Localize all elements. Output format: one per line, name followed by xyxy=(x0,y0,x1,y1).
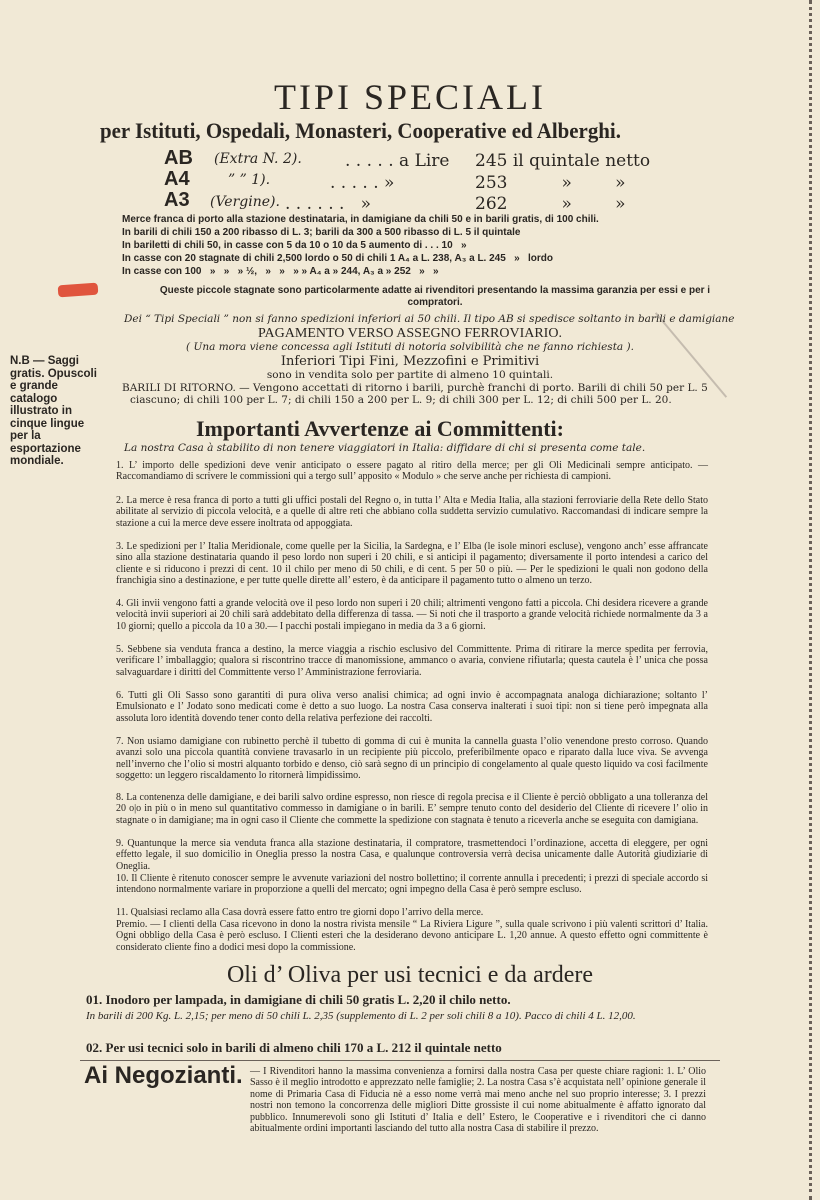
grade-note: ” ” 1). xyxy=(228,172,271,188)
inferiori-note: sono in vendita solo per partite di almeno 10 quintali. xyxy=(266,369,554,381)
avvertenza-4: 4. Gli invii vengono fatti a grande velocità ove il peso lordo non superi i 20 chili; altrimenti vengono fatti a piccola. Chi desidera ricevere a grande velocità invii superiori ai 20 chili sarà addebitato della differenza di tassa. — Si noti che il trasporto a grande velocità richiede normalmente da 3 a 10 giorni; quello a piccola da 10 a 30.— I pacchi postali impiegano in media da 3 a 6 giorni. xyxy=(116,598,708,632)
avvertenza-11: 11. Qualsiasi reclamo alla Casa dovrà essere fatto entro tre giorni dopo l’arrivo della merce. xyxy=(116,907,484,918)
avvertenza-5: 5. Sebbene sia venduta franca a destino, la merce viaggia a rischio esclusivo del Committente. Prima di ritirare la merce spedita per ferrovia, verificare l’ imballaggio; qualora si riscontrino tracce di manomissione, ammanco o avaria, conviene rifiutarla; questa cautela è l’ unica che possa salvaguardare i diritti del Committente verso l’ Amministrazione ferroviaria. xyxy=(116,644,708,678)
oli-title: Oli d’ Oliva per usi tecnici e da ardere xyxy=(226,962,594,988)
oli-01: 01. Inodoro per lampada, in damigiane di chili 50 gratis L. 2,20 il chilo netto. xyxy=(86,992,511,1007)
payment-note: ( Una mora viene concessa agli Istituti di notoria solvibilità che ne fanno richiesta ). xyxy=(186,341,634,353)
avvertenza-3: 3. Le spedizioni per l’ Italia Meridionale, come quelle per la Sicilia, la Sardegna, e l’ Elba (le isole minori escluse), vengono anch’ esse affrancate sino alla stazione destinataria quando il peso lordo non superi i 20 chili, e si anticipi il pagamento; diversamente il porto intendesi a carico del cliente e si riducono i prezzi di cent. 10 il chilo per meno di 50 chili, e di cent. 5 per 50 o più. — Per le spedizioni le quali non godono della franchigia sino a destinazione, e per tutte quelle dirette all’ estero, è da anticipare il pagamento tutto o almeno un terzo. xyxy=(116,541,708,587)
premio: Premio. — I clienti della Casa ricevono in dono la nostra rivista mensile “ La Riviera Ligure ”, sulla quale scrivono i più valenti scrittori d’ Italia. Ogni obbligo della Casa è però escluso. I Clienti esteri che la desiderano devono anticipare L. 1,20 annue. A questo effetto ogni committente è considerato cliente fino a dodici mesi dopo la commissione. xyxy=(116,919,708,953)
avvertenza-6: 6. Tutti gli Oli Sasso sono garantiti di pura oliva verso analisi chimica; ad ogni invio è accompagnata analoga dichiarazione; soltanto l’ Emulsionato e l’ Jodato sono medicati come è detto a suo luogo. La nostra Casa conserva inalterati i suoi tipi: non si tiene però impegnata alla assoluta loro identità dovendo tener conto della relativa perfezione dei raccolti. xyxy=(116,690,708,724)
grade-code: A3 xyxy=(164,189,190,211)
avvertenze-subtitle: La nostra Casa à stabilito di non tenere viaggiatori in Italia: diffidare di chi si presenta come tale. xyxy=(124,442,646,454)
terms-line: In barili di chili 150 a 200 ribasso di L. 3; barili da 300 a 500 ribasso di L. 5 il quintale xyxy=(122,227,521,238)
perforated-edge xyxy=(809,0,812,1200)
grade-price: 245 il quintale netto xyxy=(475,151,651,171)
oli-01-detail: In barili di 200 Kg. L. 2,15; per meno di 50 chili L. 2,35 (supplemento di L. 2 per soli chili 8 a 10). Pacco di chili 4 L. 12,00. xyxy=(86,1010,636,1022)
grade-code: A4 xyxy=(164,168,190,190)
red-stamp xyxy=(58,283,99,298)
avvertenze-title: Importanti Avvertenze ai Committenti: xyxy=(196,416,564,441)
avvertenza-7: 7. Non usiamo damigiane con rubinetto perchè il tubetto di gomma di cui è munita la cannella guasta l’olio venendone presto corroso. Quando avanzi solo una piccola quantità conviene travasarlo in un recipiente più piccolo, preferibilmente opaco e riparato dalla luce viva. Se avvenga nell’inverno che l’olio si mostri alquanto torbido e denso, ciò sarà segno di un principio di congelamento al quale questo liquido va così facilmente soggetto: un leggero riscaldamento lo ritornerà limpidissimo. xyxy=(116,736,708,782)
grade-dots: . . . . . . » xyxy=(285,194,372,214)
avvertenza-8: 8. La contenenza delle damigiane, e dei barili salvo ordine espresso, non riesce di regola precisa e il Cliente è perciò obbligato a una tolleranza del 20 o|o in più o in meno sul quantitativo commesso in damigiane o in barili. E’ sempre tenuto conto del desiderio del Cliente di ricevere l’ olio in stagnate o in damigiane; ma in ogni caso il Cliente che commette la spedizione con stagnata è tenuto a riceverla anche se eseguita con damigiana. xyxy=(116,792,708,826)
page-subtitle: per Istituti, Ospedali, Monasteri, Cooperative ed Alberghi. xyxy=(100,118,621,143)
stagnate-note: Queste piccole stagnate sono particolarmente adatte ai rivenditori presentando la massima garanzia per essi e per i compratori. xyxy=(159,285,711,308)
barili-line: BARILI DI RITORNO. — Vengono accettati di ritorno i barili, purchè franchi di porto. Barili di chili 50 per L. 5 xyxy=(122,382,708,394)
page-title: TIPI SPECIALI xyxy=(274,77,546,117)
grade-dots: . . . . . a Lire xyxy=(345,151,450,171)
tipi-note: Dei “ Tipi Speciali ” non si fanno spedizioni inferiori ai 50 chili. Il tipo AB si spedisce soltanto in barili e damigiane xyxy=(124,313,735,325)
negozianti-title: Ai Negozianti. xyxy=(84,1062,243,1089)
payment-heading: PAGAMENTO VERSO ASSEGNO FERROVIARIO. xyxy=(258,326,562,341)
inferiori-heading: Inferiori Tipi Fini, Mezzofini e Primitivi xyxy=(280,354,540,369)
grade-code: AB xyxy=(164,147,193,169)
oli-02: 02. Per usi tecnici solo in barili di almeno chili 170 a L. 212 il quintale netto xyxy=(86,1040,502,1055)
avvertenza-10: 10. Il Cliente è ritenuto conoscer sempre le avvenute variazioni del nostro bollettino; il corrente annulla i precedenti; i prezzi di speciale accordo si intendono normalmente variare in proporzione a quelli del mercato; ogni impegno della Casa è però sempre escluso. xyxy=(116,873,708,896)
terms-line: In bariletti di chili 50, in casse con 5 da 10 o 10 da 5 aumento di . . . 10 » xyxy=(122,240,467,251)
terms-line: Merce franca di porto alla stazione destinataria, in damigiane da chili 50 e in barili gratis, di 100 chili. xyxy=(122,214,599,225)
grade-note: (Vergine). xyxy=(210,194,280,210)
avvertenza-9: 9. Quantunque la merce sia venduta franca alla stazione destinataria, il compratore, trasmettendoci l’ordinazione, accetta di eleggere, per ogni effetto legale, il suo domicilio in Oneglia presso la nostra Casa, e qualunque controversia verrà decisa unicamente dalle Autorità giudiziarie di Oneglia. xyxy=(116,838,708,872)
side-note: N.B — Saggi gratis. Opuscoli e grande catalogo illustrato in cinque lingue per la esportazione mondiale. xyxy=(10,355,97,467)
avvertenza-1: 1. L’ importo delle spedizioni deve venir anticipato o essere pagato al ritiro della merce; per gli Oli Medicinali sempre anticipato. — Raccomandiamo di scrivere le commissioni qui a tergo sull’ apposito « Modulo » che serve anche per richiesta di campioni. xyxy=(116,460,708,483)
grade-dots: . . . . . » xyxy=(330,173,395,193)
negozianti-intro: — I Rivenditori hanno la massima convenienza a fornirsi dalla nostra Casa per queste chiare ragioni: 1. L’ Olio Sasso è il meglio introdotto e apprezzato nelle famiglie; 2. La nostra Casa s’è acquistata nell’ opinione generale il nome di Primaria Casa di Fiducia nè a esso nome verrà mai meno anche nel suo proprio interesse; 3. I prezzi nostri non temono la concorrenza delle migliori Ditte grossiste il cui nome abitualmente è affatto ignorato dal pubblico. Innumerevoli sono gli Istituti d’ Italia e dell’ Estero, le Cooperative e i rivenditori che ci danno abitualmente ordini importanti lasciando del tutto alla nostra Casa di stabilire il prezzo. xyxy=(250,1066,706,1135)
grade-price: 262 » » xyxy=(475,194,626,214)
barili-line: ciascuno; di chili 100 per L. 7; di chili 150 a 200 per L. 9; di chili 300 per L. 12; di chili 500 per L. 20. xyxy=(130,394,672,406)
terms-line: In casse con 100 » » » ½, » » » » A₄ a » 244, A₃ a » 252 » » xyxy=(122,266,439,277)
grade-price: 253 » » xyxy=(475,173,626,193)
terms-line: In casse con 20 stagnate di chili 2,500 lordo o 50 di chili 1 A₄ a L. 238, A₃ a L. 245 » lordo xyxy=(122,253,554,264)
avvertenza-2: 2. La merce è resa franca di porto a tutti gli uffici postali del Regno o, in tutta l’ Alta e Media Italia, alla stazioni ferroviarie della Rete dello Stato abilitate al servizio di piccola velocità, e a quelle di altre reti che abbiano colla suddetta servizio cumulativo. Raccomandasi di indicare sempre la stazione a cui la merce deve essere inoltrata od appoggiata. xyxy=(116,495,708,529)
grade-note: (Extra N. 2). xyxy=(214,151,302,167)
divider xyxy=(80,1060,720,1061)
